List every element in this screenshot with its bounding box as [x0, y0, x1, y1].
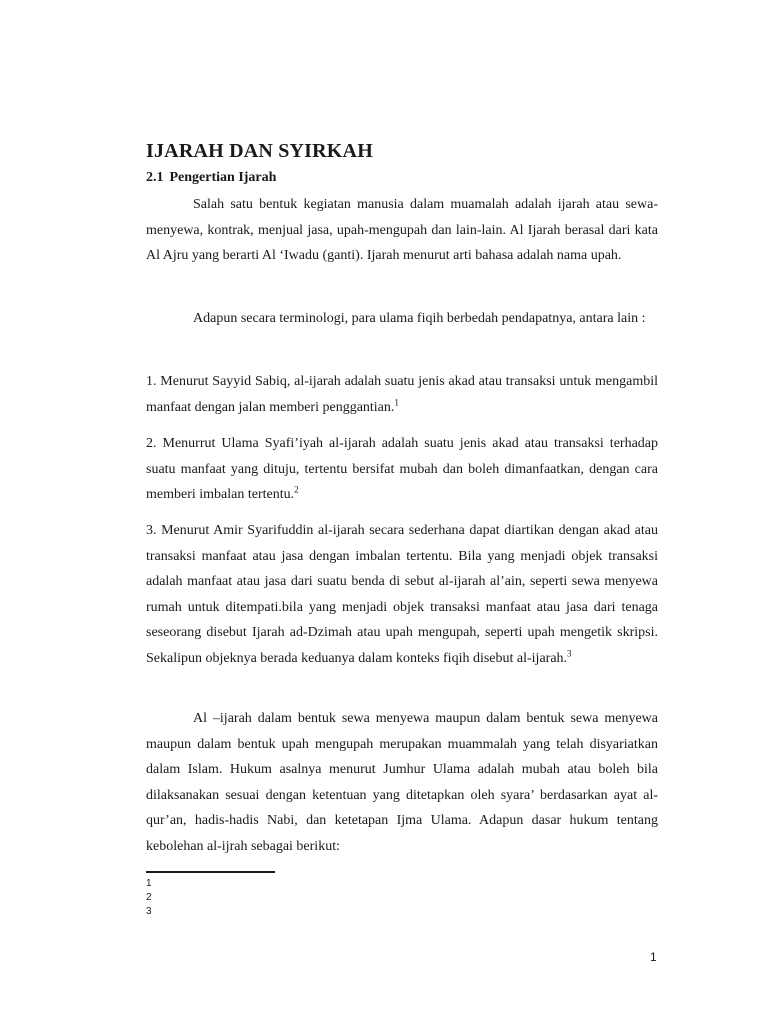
section-title: Pengertian Ijarah	[169, 170, 277, 185]
paragraph-text: 2. Menurrut Ulama Syafi’iyah al-ijarah adalah suatu jenis akad atau transaksi terhadap suatu manfaat yang dituju, tertentu bersifat mubah dan boleh dimanfaatkan, dengan cara memberi imbalan tertentu.	[146, 436, 658, 502]
footnote-1: 1	[146, 878, 152, 889]
paragraph-text: 3. Menurut Amir Syarifuddin al-ijarah secara sederhana dapat diartikan dengan akad atau transaksi manfaat atau jasa dengan imbalan tertentu. Bila yang menjadi objek transaksi adalah manfaat atau jasa dari suatu benda di sebut al-ijarah al’ain, seperti sewa menyewa rumah untuk ditempati.bila yang menjadi objek transaksi manfaat atau jasa dari tenaga seseorang disebut Ijarah ad-Dzimah atau upah mengupah, seperti upah mengetik skripsi. Sekalipun objeknya berada keduanya dalam konteks fiqih disebut al-ijarah.	[146, 523, 658, 666]
document-title: IJARAH DAN SYIRKAH	[146, 140, 373, 162]
section-number: 2.1	[146, 170, 164, 185]
section-heading	[146, 170, 276, 186]
definition-item-2	[146, 431, 658, 508]
footnote-reference: 1	[394, 396, 399, 407]
paragraph-text: Adapun secara terminologi, para ulama fiqih berbedah pendapatnya, antara lain :	[193, 311, 646, 326]
paragraph-legal-basis	[146, 706, 658, 859]
paragraph-intro	[146, 192, 658, 269]
page-number: 1	[650, 950, 657, 964]
paragraph-terminology	[146, 306, 658, 332]
paragraph-text: Al –ijarah dalam bentuk sewa menyewa maupun dalam bentuk sewa menyewa maupun dalam bentuk upah mengupah merupakan muammalah yang telah disyariatkan dalam Islam. Hukum asalnya menurut Jumhur Ulama adalah mubah atau boleh bila dilaksanakan sesuai dengan ketentuan yang ditetapkan oleh syara’ berdasarkan ayat al-qur’an, hadis-hadis Nabi, dan ketetapan Ijma Ulama. Adapun dasar hukum tentang kebolehan al-ijrah sebagai berikut:	[146, 711, 658, 854]
footnote-3: 3	[146, 906, 152, 917]
footnote-2: 2	[146, 892, 152, 903]
paragraph-text: 1. Menurut Sayyid Sabiq, al-ijarah adalah suatu jenis akad atau transaksi untuk mengambil manfaat dengan jalan memberi penggantian.	[146, 374, 658, 415]
definition-item-3	[146, 518, 658, 671]
footnote-separator	[146, 871, 275, 873]
paragraph-text: Salah satu bentuk kegiatan manusia dalam muamalah adalah ijarah atau sewa-menyewa, kontrak, menjual jasa, upah-mengupah dan lain-lain. Al Ijarah berasal dari kata Al Ajru yang berarti Al ‘Iwadu (ganti). Ijarah menurut arti bahasa adalah nama upah.	[146, 197, 658, 263]
footnote-reference: 3	[567, 647, 572, 658]
definition-item-1	[146, 369, 658, 420]
footnote-reference: 2	[294, 484, 299, 495]
